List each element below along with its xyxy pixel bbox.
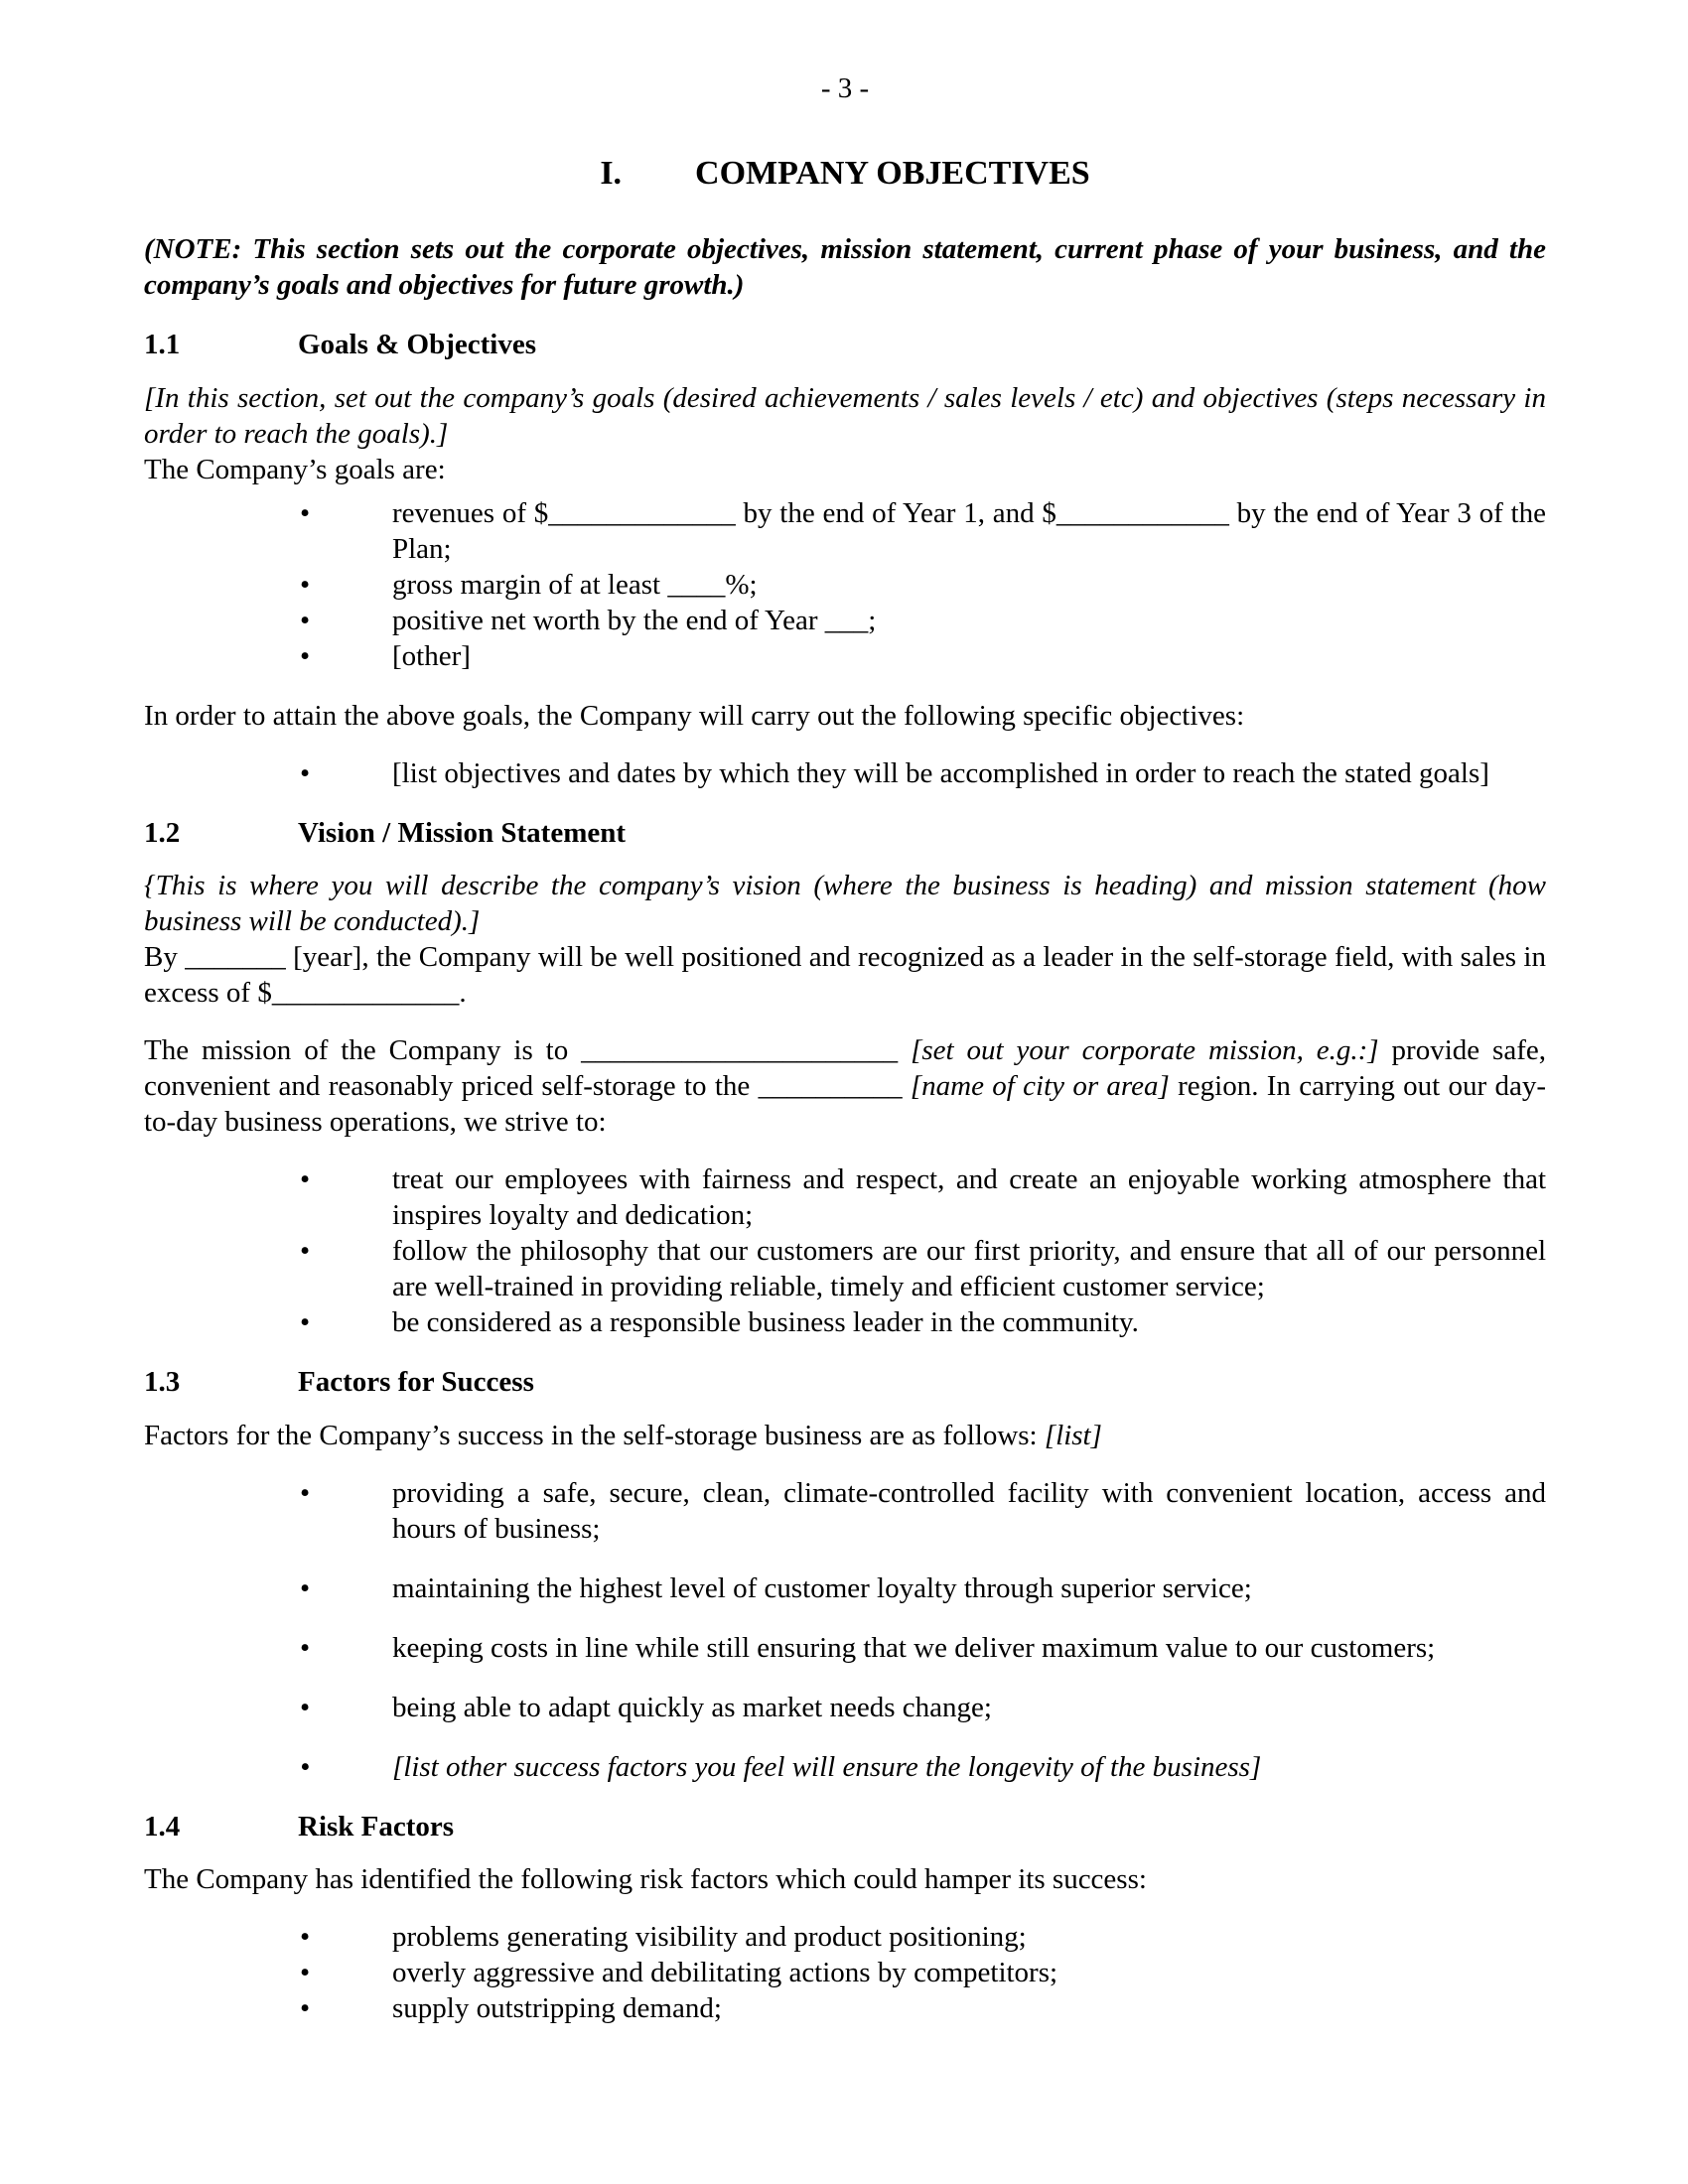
goals-list xyxy=(298,496,1546,675)
list-item: • problems generating visibility and product positioning; xyxy=(298,1920,1546,1956)
risk-list xyxy=(298,1920,1546,2027)
goals-lead: The Company’s goals are: xyxy=(144,453,446,485)
list-item: • gross margin of at least ____%; xyxy=(298,568,1546,604)
objectives-list xyxy=(298,756,1546,792)
mission-text: region. In carrying out our day-to-day business operations, we strive to: xyxy=(144,1070,1546,1139)
list-item: • treat our employees with fairness and respect, and create an enjoyable working atmosphere that inspires loyalty and dedication; xyxy=(298,1162,1546,1234)
mission-placeholder-note: [name of city or area] xyxy=(910,1070,1170,1103)
list-item: • be considered as a responsible business leader in the community. xyxy=(298,1305,1546,1341)
section-title: Vision / Mission Statement xyxy=(298,816,627,849)
section-title: Factors for Success xyxy=(298,1365,534,1398)
document-title xyxy=(144,153,1546,195)
section-title: Goals & Objectives xyxy=(298,329,537,361)
list-item: • keeping costs in line while still ensuring that we deliver maximum value to our customers; xyxy=(298,1631,1546,1667)
objectives-paragraph: In order to attain the above goals, the Company will carry out the following specific objectives: xyxy=(144,699,1245,732)
list-item: • positive net worth by the end of Year ___; xyxy=(298,604,1546,639)
section-heading-goals xyxy=(144,328,1546,363)
mission-values-list xyxy=(298,1162,1546,1341)
success-list xyxy=(298,1476,1546,1786)
risk-lead: The Company has identified the following risk factors which could hamper its success: xyxy=(144,1863,1147,1896)
title-numeral: I. xyxy=(600,154,623,192)
section-title: Risk Factors xyxy=(298,1810,455,1843)
section-heading-risk xyxy=(144,1810,1546,1845)
success-lead-note: [list] xyxy=(1044,1419,1102,1451)
mission-paragraph xyxy=(144,1033,1546,1141)
section-number: 1.2 xyxy=(144,816,181,849)
vision-note: {This is where you will describe the company’s vision (where the business is heading) and mission statement (how business will be conducted).] xyxy=(144,870,1546,938)
section-number: 1.3 xyxy=(144,1365,181,1398)
list-item: • [list objectives and dates by which they will be accomplished in order to reach the stated goals] xyxy=(298,756,1546,792)
mission-placeholder-note: [set out your corporate mission, e.g.:] xyxy=(911,1034,1379,1067)
section-heading-vision xyxy=(144,816,1546,852)
vision-paragraph: By _______ [year], the Company will be well positioned and recognized as a leader in the self-storage field, with sales in excess of $_____________. xyxy=(144,941,1546,1010)
list-item: • providing a safe, secure, clean, climate-controlled facility with convenient location, access and hours of business; xyxy=(298,1476,1546,1548)
list-item: • [list other success factors you feel will ensure the longevity of the business] xyxy=(298,1750,1546,1786)
mission-text: The mission of the Company is to ______________________ xyxy=(144,1034,912,1067)
mission-text: provide safe, convenient and reasonably priced self-storage to the __________ xyxy=(144,1034,1546,1103)
success-lead-text: Factors for the Company’s success in the self-storage business are as follows: xyxy=(144,1419,1045,1451)
list-item: • follow the philosophy that our customers are our first priority, and ensure that all of our personnel are well-trained in providing reliable, timely and efficient customer service; xyxy=(298,1234,1546,1305)
intro-note: (NOTE: This section sets out the corporate objectives, mission statement, current phase of your business, and the company’s goals and objectives for future growth.) xyxy=(144,233,1546,302)
list-item: • being able to adapt quickly as market needs change; xyxy=(298,1691,1546,1726)
list-item: • [other] xyxy=(298,639,1546,675)
title-text: COMPANY OBJECTIVES xyxy=(695,154,1090,192)
list-item: • maintaining the highest level of customer loyalty through superior service; xyxy=(298,1571,1546,1607)
section-number: 1.1 xyxy=(144,329,181,361)
goals-note: [In this section, set out the company’s goals (desired achievements / sales levels / etc) and objectives (steps necessary in order to reach the goals).] xyxy=(144,381,1546,450)
success-lead xyxy=(144,1419,1546,1454)
list-item: • revenues of $_____________ by the end of Year 1, and $____________ by the end of Year 3 of the Plan; xyxy=(298,496,1546,568)
page-number: - 3 - xyxy=(820,72,870,104)
list-item: • supply outstripping demand; xyxy=(298,1991,1546,2027)
section-heading-success xyxy=(144,1365,1546,1401)
list-item: • overly aggressive and debilitating actions by competitors; xyxy=(298,1956,1546,1991)
section-number: 1.4 xyxy=(144,1810,181,1843)
